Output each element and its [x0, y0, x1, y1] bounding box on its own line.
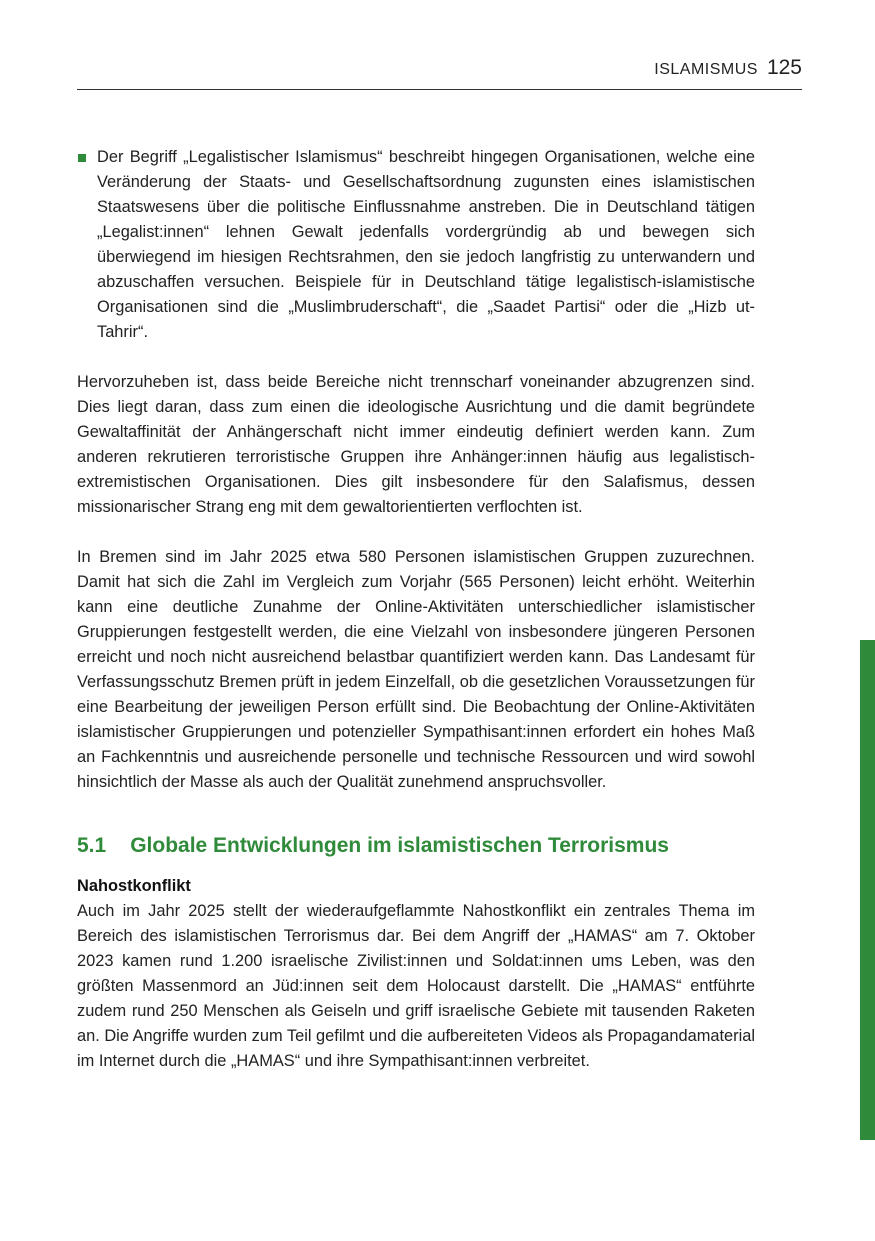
bullet-text: Der Begriff „Legalistischer Islamismus“ beschreibt hingegen Organisationen, welche eine Veränderung der Staats- und Gesellschaftsordnung zugunsten eines islamistischen Staatswesens über die politische Einflussnahme anstreben. Die in Deutschland tätigen „Legalist:innen“ lehnen Gewalt jedenfalls vordergründig ab und bewegen sich überwiegend im hiesigen Rechtsrahmen, den sie jedoch langfristig zu unterwandern und abzuschaffen versuchen. Beispiele für in Deutschland tätige legalistisch-islamistische Organisationen sind die „Muslimbruderschaft“, die „Saadet Partisi“ oder die „Hizb ut-Tahrir“.	[97, 148, 755, 341]
header-right	[654, 56, 802, 80]
page-number: 125	[766, 56, 802, 79]
bullet-item	[77, 145, 755, 345]
section-body-text: Auch im Jahr 2025 stellt der wiederaufgeflammte Nahostkonflikt ein zentrales Thema im Bereich des islamistischen Terrorismus dar. Bei dem Angriff der „HAMAS“ am 7. Oktober 2023 kamen rund 1.200 israelische Zivilist:innen und Soldat:innen ums Leben, was den größten Massenmord an Jüd:innen seit dem Holocaust darstellt. Die „HAMAS“ entführte zudem rund 250 Menschen als Geiseln und griff israelische Gebiete mit tausenden Raketen an. Die Angriffe wurden zum Teil gefilmt und die aufbereiteten Videos als Propagandamaterial im Internet durch die „HAMAS“ und ihre Sympathisant:innen verbreitet.	[77, 902, 755, 1070]
section-title: Globale Entwicklungen im islamistischen Terrorismus	[130, 834, 669, 857]
section-number: 5.1	[77, 834, 107, 857]
paragraph-delimitation: Hervorzuheben ist, dass beide Bereiche nicht trennscharf voneinander abzugrenzen sind. Dies liegt daran, dass zum einen die ideologische Ausrichtung und die damit begründete Gewaltaffinität der Anhängerschaft nicht immer eindeutig definiert werden kann. Zum anderen rekrutieren terroristische Gruppen ihre Anhänger:innen häufig aus legalistisch-extremistischen Organisationen. Dies gilt insbesondere für den Salafismus, dessen missionarischer Strang eng mit dem gewaltorientierten verflochten ist.	[77, 373, 755, 516]
page-header	[77, 56, 802, 90]
subheading: Nahostkonflikt	[77, 877, 191, 895]
chapter-thumb-tab	[860, 640, 875, 1140]
square-bullet-icon	[78, 154, 86, 162]
running-title: ISLAMISMUS	[654, 61, 758, 78]
page-body	[77, 145, 755, 1074]
paragraph-bremen-figures: In Bremen sind im Jahr 2025 etwa 580 Personen islamistischen Gruppen zuzurechnen. Damit hat sich die Zahl im Vergleich zum Vorjahr (565 Personen) leicht erhöht. Weiterhin kann eine deutliche Zunahme der Online-Aktivitäten unterschiedlicher islamistischer Gruppierungen festgestellt werden, die eine Vielzahl von insbesondere jüngeren Personen erreicht und noch nicht ausreichend belastbar quantifiziert werden kann. Das Landesamt für Verfassungsschutz Bremen prüft in jedem Einzelfall, ob die gesetzlichen Voraussetzungen für eine Bearbeitung der jeweiligen Person erfüllt sind. Die Beobachtung der Online-Aktivitäten islamistischer Gruppierungen und potenzieller Sympathisant:innen erfordert ein hohes Maß an Fachkenntnis und ausreichende personelle und technische Ressourcen und wird sowohl hinsichtlich der Masse als auch der Qualität zunehmend anspruchsvoller.	[77, 548, 755, 791]
section-heading	[77, 832, 755, 860]
